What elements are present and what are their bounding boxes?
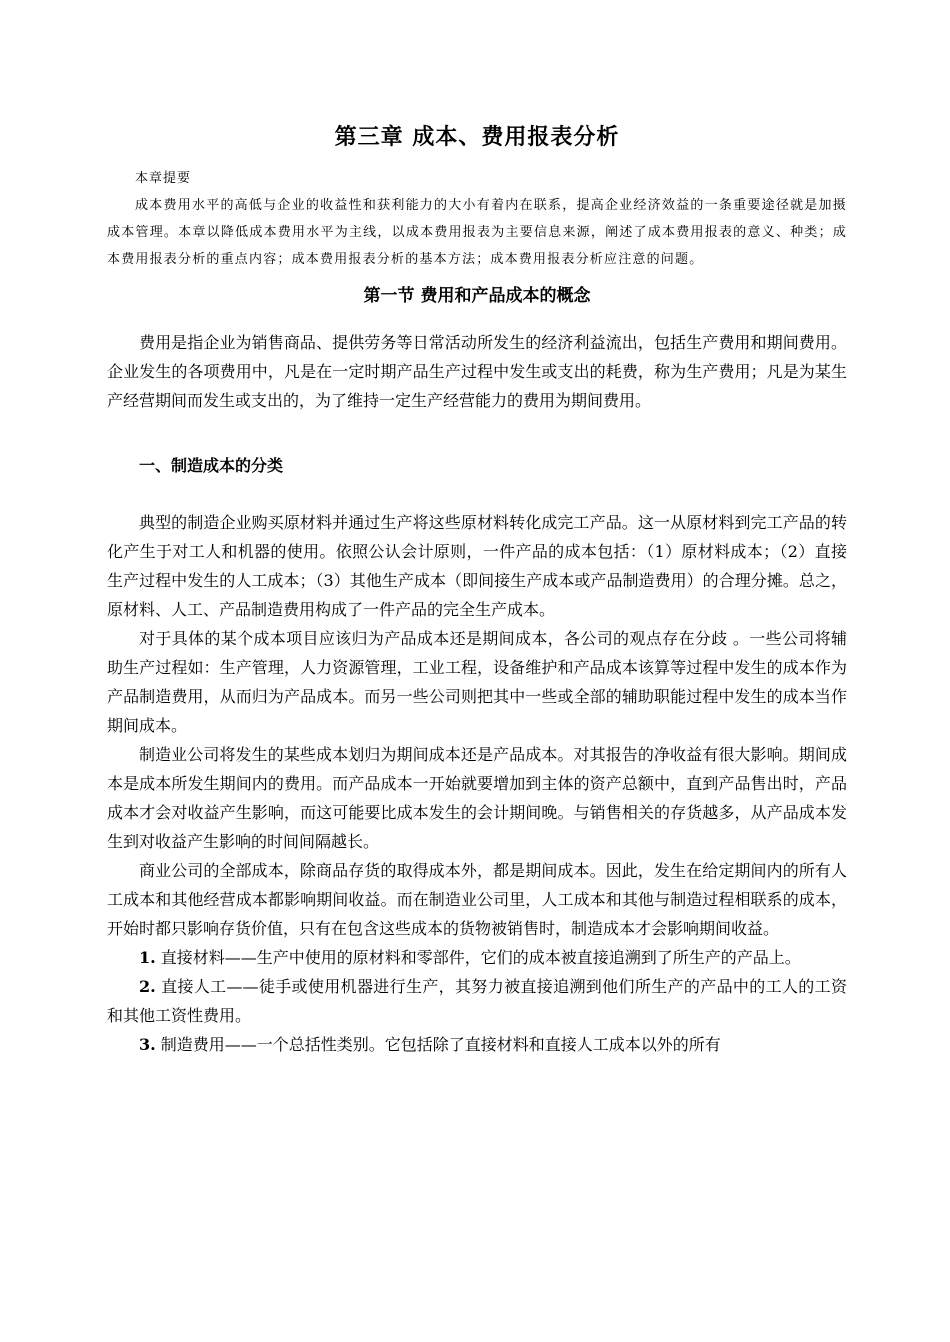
summary-text: 成本费用水平的高低与企业的收益性和获利能力的大小有着内在联系，提高企业经济效益的一条重要途径就是加摄成本管理。本章以降低成本费用水平为主线，以成本费用报表为主要信息来源，阐述了成本费用报表的意义、种类；成本费用报表分析的重点内容；成本费用报表分析的基本方法；成本费用报表分析应注意的问题。 — [107, 198, 847, 267]
intro-paragraph: 费用是指企业为销售商品、提供劳务等日常活动所发生的经济利益流出，包括生产费用和期间费用。企业发生的各项费用中，凡是在一定时期产品生产过程中发生或支出的耗费，称为生产费用；凡是为某生产经营期间而发生或支出的，为了维持一定生产经营能力的费用为期间费用。 — [107, 333, 847, 410]
document-page — [107, 120, 847, 1059]
body-paragraph: 商业公司的全部成本，除商品存货的取得成本外，都是期间成本。因此，发生在给定期间内的所有人工成本和其他经营成本都影响期间收益。而在制造业公司里，人工成本和其他与制造过程相联系的成本，开始时都只影响存货价值，只有在包含这些成本的货物被销售时，制造成本才会影响期间收益。 — [107, 861, 847, 938]
list-item-number: 3. — [139, 1035, 156, 1054]
body-paragraph: 典型的制造企业购买原材料并通过生产将这些原材料转化成完工产品。这一从原材料到完工产品的转化产生于对工人和机器的使用。依照公认会计原则，一件产品的成本包括：（1）原材料成本；（2）直接生产过程中发生的人工成本；（3）其他生产成本（即间接生产成本或产品制造费用）的合理分摊。总之，原材料、人工、产品制造费用构成了一件产品的完全生产成本。 — [107, 513, 847, 619]
list-item-direct-materials — [107, 943, 847, 972]
body-paragraph: 对于具体的某个成本项目应该归为产品成本还是期间成本，各公司的观点存在分歧 。一些公司将辅助生产过程如：生产管理，人力资源管理，工业工程，设备维护和产品成本该算等过程中发生的成本作为产品制造费用，从而归为产品成本。而另一些公司则把其中一些或全部的辅助职能过程中发生的成本当作期间成本。 — [107, 629, 847, 735]
list-item-text: 直接人工——徒手或使用机器进行生产，其努力被直接追溯到他们所生产的产品中的工人的工资和其他工资性费用。 — [107, 977, 847, 1025]
list-item-text: 制造费用——一个总括性类别。它包括除了直接材料和直接人工成本以外的所有 — [155, 1035, 721, 1054]
chapter-title: 第三章 成本、费用报表分析 — [334, 125, 620, 150]
summary-label: 本章提要 — [135, 171, 192, 186]
list-item-manufacturing-overhead — [107, 1030, 847, 1059]
subheading-manufacturing-cost-classification: 一、制造成本的分类 — [139, 456, 284, 475]
list-item-text: 直接材料——生产中使用的原材料和零部件，它们的成本被直接追溯到了所生产的产品上。 — [155, 948, 801, 967]
section-title: 第一节 费用和产品成本的概念 — [363, 286, 591, 306]
body-paragraph: 制造业公司将发生的某些成本划归为期间成本还是产品成本。对其报告的净收益有很大影响。期间成本是成本所发生期间内的费用。而产品成本一开始就要增加到主体的资产总额中，直到产品售出时，产品成本才会对收益产生影响，而这可能要比成本发生的会计期间晚。与销售相关的存货越多，从产品成本发生到对收益产生影响的时间间隔越长。 — [107, 745, 847, 851]
list-item-number: 1. — [139, 948, 156, 967]
list-item-number: 2. — [139, 977, 156, 996]
list-item-direct-labor — [107, 972, 847, 1030]
